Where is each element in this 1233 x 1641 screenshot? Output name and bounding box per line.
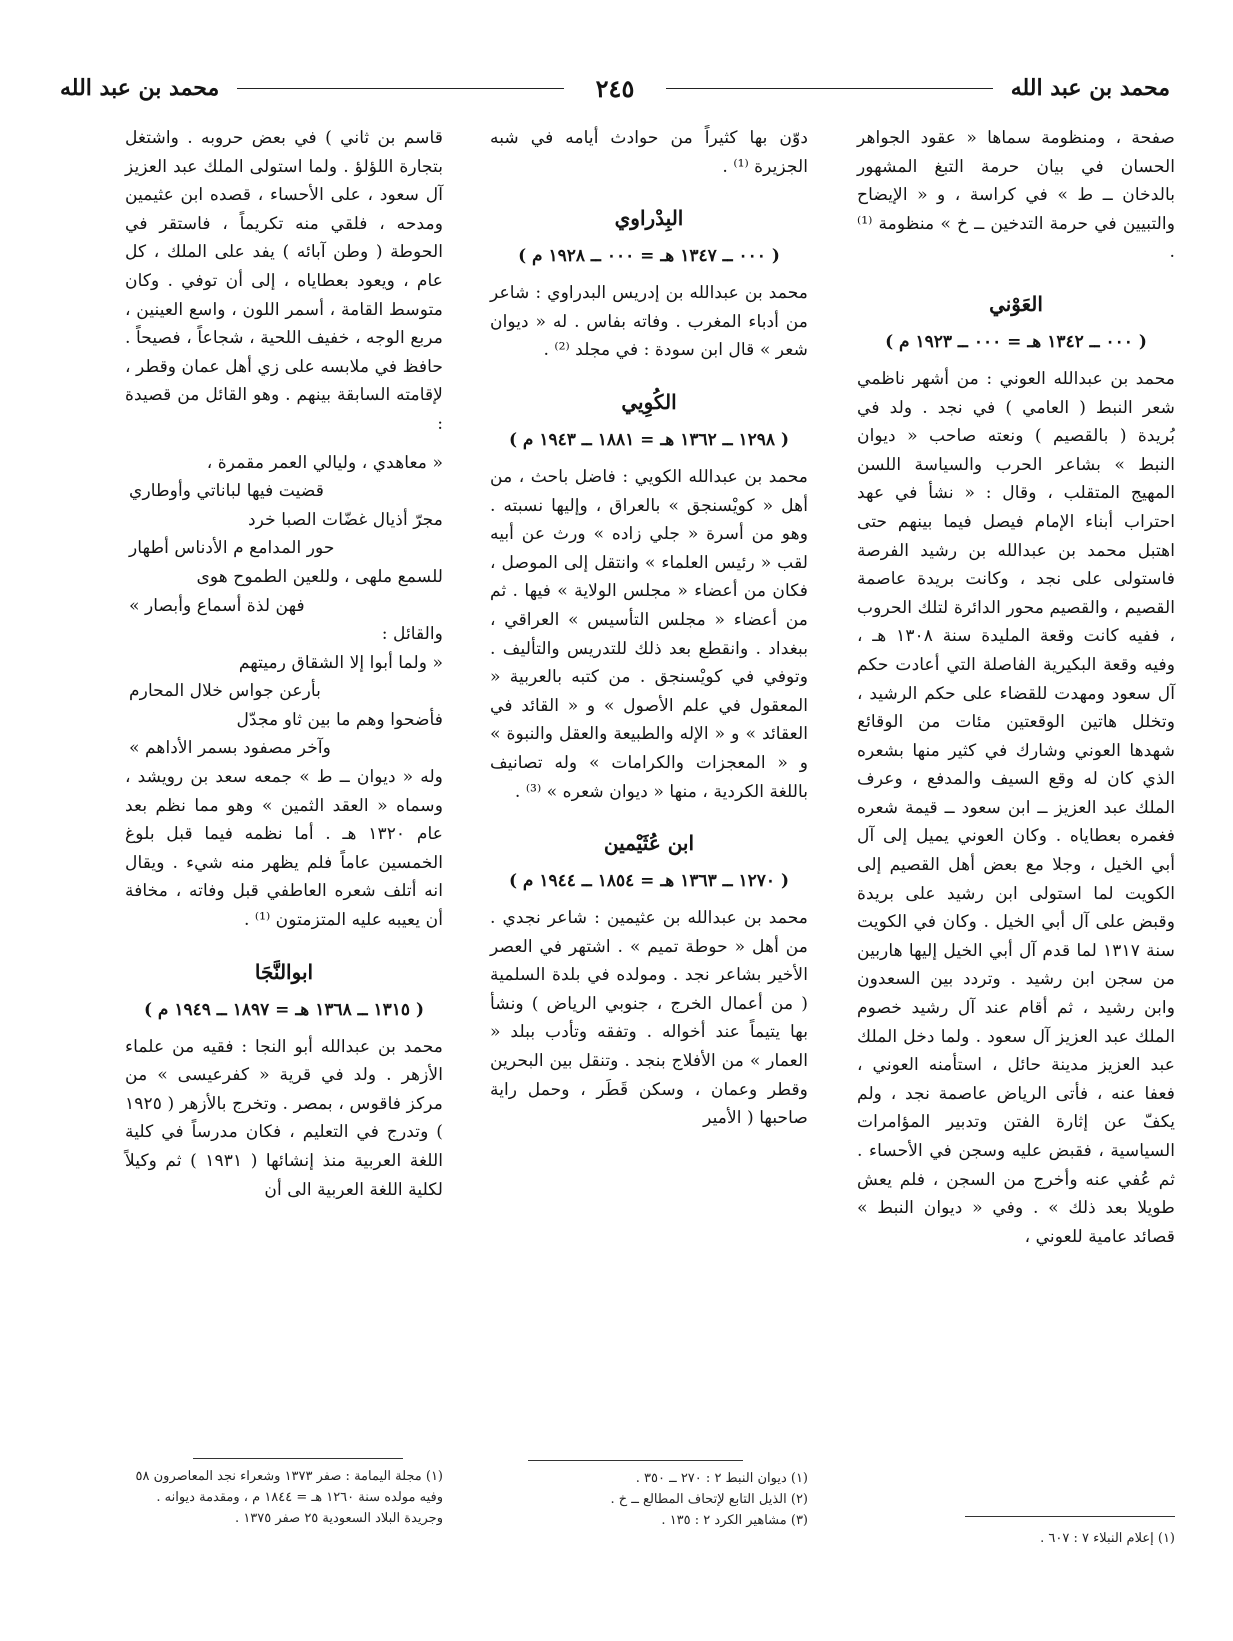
- header-rule: [666, 88, 992, 89]
- entry-dates: ( ٠٠٠ ــ ١٣٤٢ هـ = ٠٠٠ ــ ١٩٢٣ م ): [885, 331, 1147, 352]
- biography-entry: [125, 957, 443, 1205]
- entry-body: محمد بن عبدالله أبو النجا : فقيه من علماء الأزهر . ولد في قرية « كفرعيسى » من مركز فاقوس ، بمصر . وتخرج بالأزهر ( ١٩٢٥ ) وتدرج في التعليم ، فكان مدرساً في كلية اللغة العربية منذ إنشائها ( ١٩٣١ ) ثم وكيلاً لكلية اللغة العربية الى أن: [125, 1036, 443, 1200]
- footnotes: [123, 1466, 443, 1529]
- footnote: (١) إعلام النبلاء ٧ : ٦٠٧ .: [1040, 1531, 1175, 1546]
- verse-line: مجرّ أذيال غضّات الصبا خرد: [248, 509, 443, 530]
- verse-line: بأرعن جواس خلال المحارم: [129, 681, 321, 702]
- footnote: (١) ديوان النبط ٢ : ٢٧٠ ــ ٣٥٠ .: [635, 1471, 808, 1486]
- footnote-rule: [965, 1516, 1175, 1517]
- footnote: وفيه مولده سنة ١٢٦٠ هـ = ١٨٤٤ م ، ومقدمة ديوانه .: [156, 1490, 443, 1505]
- header-title-right: محمد بن عبد الله: [1010, 75, 1170, 101]
- entry-body: محمد بن عبدالله بن إدريس البدراوي : شاعر من أدباء المغرب . وفاته بفاس . له « ديوان شعر » قال ابن سودة : في مجلد ⁽²⁾ .: [490, 283, 808, 361]
- verse-line: فأضحوا وهم ما بين ثاو مجدّل: [236, 709, 443, 730]
- column-right: [857, 124, 1175, 1261]
- footnotes: [490, 1468, 808, 1531]
- entry-name: ابوالنَّجَا: [254, 959, 314, 984]
- paragraph: صفحة ، ومنظومة سماها « عقود الجواهر الحسان في بيان حرمة التبغ المشهور بالدخان ــ ط » في كراسة ، و « الإيضاح والتبيين في حرمة التدخين ــ خ » منظومة ⁽¹⁾ .: [857, 128, 1175, 263]
- footnote-rule: [528, 1460, 743, 1461]
- paragraph: وله « ديوان ــ ط » جمعه سعد بن رويشد ، وسماه « العقد الثمين » وهو مما نظم بعد عام ١٣٢٠ هـ . أما نظمه فيما قبل بلوغ الخمسين عاماً فلم يظهر منه شيء . ويقال انه أتلف شعره العاطفي قبل وفاته ، مخافة أن يعيبه عليه المتزمتون ⁽¹⁾ .: [125, 767, 443, 931]
- verse-line: وآخر مصفود بسمر الأداهم »: [129, 738, 331, 759]
- biography-entry: [490, 387, 808, 806]
- verse-line: « ولما أبوا إلا الشقاق رميتهم: [238, 652, 443, 673]
- paragraph: قاسم بن ثاني ) في بعض حروبه . واشتغل بتجارة اللؤلؤ . ولما استولى الملك عبد العزيز آل سعود ، على الأحساء ، قصده ابن عثيمين ومدحه ، فلقي منه تكريماً ، فاستقر في الحوطة ( وطن آبائه ) يفد على الملك ، كل عام ، ويعود بعطاياه ، إلى أن توفي . وكان متوسط القامة ، أسمر اللون ، واسع العينين ، مربع الوجه ، خفيف اللحية ، شجاعاً ، فصيحاً . حافظ في ملابسه على زي أهل عمان وقطر ، لإقامته السابقة بينهم . وهو القائل من قصيدة :: [124, 128, 443, 434]
- paragraph: دوّن بها كثيراً من حوادث أيامه في شبه الجزيرة ⁽¹⁾ .: [490, 128, 808, 177]
- verse-line: حور المدامع م الأدناس أطهار: [129, 538, 335, 559]
- footnote: (٢) الذيل التابع لإتحاف المطالع ــ خ .: [610, 1492, 808, 1507]
- entry-body: محمد بن عبدالله الكويي : فاضل باحث ، من أهل « كويْسنجق » بالعراق ، وإليها نسبته . وهو من أسرة « جلي زاده » ورث عن أبيه لقب « رئيس العلماء » وانتقل إلى الموصل ، فكان من أعضاء « مجلس الولاية » فيها . ثم من أعضاء « مجلس التأسيس » العراقي ، ببغداد . وانقطع بعد ذلك للتدريس والتأليف . وتوفي في كويْسنجق . من كتبه بالعربية « المعقول في علم الأصول » و « القائد في العقائد » و « الإله والطبيعة والعقل والنبوة » و « المعجزات والكرامات » وله تصانيف باللغة الكردية ، منها « ديوان شعره » ⁽³⁾ .: [490, 466, 808, 802]
- poem: [125, 649, 443, 763]
- entry-name: البِدْراوي: [614, 206, 684, 231]
- entry-dates: ( ١٢٧٠ ــ ١٣٦٣ هـ = ١٨٥٤ ــ ١٩٤٤ م ): [508, 871, 790, 892]
- page-number: ٢٤٥: [582, 74, 649, 103]
- entry-body: محمد بن عبدالله العوني : من أشهر ناظمي شعر النبط ( العامي ) في نجد . ولد في بُريدة ( بالقصيم ) ونعته صاحب « ديوان النبط » بشاعر الحرب والسياسة اللسن المهيج المتقلب ، وقال : « نشأ في عهد احتراب أبناء الإمام فيصل فيما بينهم حتى اهتبل محمد بن عبدالله بن رشيد الفرصة فاستولى على نجد ، وكانت بريدة عاصمة القصيم ، والقصيم محور الدائرة لتلك الحروب ، ففيه كانت وقعة المليدة سنة ١٣٠٨ هـ ، وفيه وقعة البكيرية الفاصلة التي أعادت حكم آل سعود ومهدت للقضاء على حكم الرشيد ، وتخلل هاتين الوقعتين مئات من الوقائع شهدها العوني وشارك في كثير منها بشعره الذي كان له وقع السيف والمدفع ، وعرف الملك عبد العزيز ــ ابن سعود ــ قيمة شعره فغمره بعطاياه . وكان العوني يميل إلى آل أبي الخيل ، وجلا مع بعض أهل القصيم إلى الكويت لما استولى ابن رشيد على بريدة وقبض على آل أبي الخيل . وكان في الكويت سنة ١٣١٧ لما قدم آل أبي الخيل إليها هاربين من سجن ابن رشيد . وتردد بين السعدون وابن رشيد ، ثم أقام عند آل رشيد خصوم الملك عبد العزيز آل سعود . ولما دخل الملك عبد العزيز مدينة حائل ، استأمنه العوني ، فعفا عنه ، فأتى الرياض عاصمة نجد ، ولم يكفّ عن إثارة الفتن وتدبير المؤامرات السياسية ، فقبض عليه وسجن في الأحساء . ثم عُفي عنه وأخرج من السجن ، فلم يعش طويلا بعد ذلك » . وفي « ديوان النبط » قصائد عامية للعوني ،: [857, 368, 1175, 1247]
- footnote-rule: [193, 1458, 403, 1459]
- entry-dates: ( ٠٠٠ ــ ١٣٤٧ هـ = ٠٠٠ ــ ١٩٢٨ م ): [518, 246, 780, 267]
- entry-name: ابن عُثَيْمين: [603, 831, 695, 856]
- footnote: (٣) مشاهير الكرد ٢ : ١٣٥ .: [661, 1513, 808, 1528]
- poem: [125, 449, 443, 621]
- column-left: [125, 124, 443, 1214]
- paragraph: والقائل :: [381, 624, 443, 645]
- entry-body: محمد بن عبدالله بن عثيمين : شاعر نجدي . من أهل « حوطة تميم » . اشتهر في العصر الأخير بشاعر نجد . ومولده في بلدة السلمية ( من أعمال الخرج ، جنوبي الرياض ) ونشأ بها يتيماً عند أخواله . وتفقه وتأدب ببلد « العمار » من الأفلاج بنجد . وتنقل بين البحرين وقطر وعمان ، وسكن قَطَر ، وحمل راية صاحبها ( الأمير: [490, 908, 808, 1129]
- biography-entry: [857, 289, 1175, 1251]
- biography-entry: [490, 828, 808, 1133]
- column-middle: [490, 124, 808, 1143]
- verse-line: فهن لذة أسماع وأبصار »: [129, 595, 305, 616]
- footnotes: [857, 1528, 1175, 1549]
- header-rule: [237, 88, 563, 89]
- footnote: (١) مجلة اليمامة : صفر ١٣٧٣ وشعراء نجد المعاصرون ٥٨: [135, 1469, 443, 1484]
- footnote: وجريدة البلاد السعودية ٢٥ صفر ١٣٧٥ .: [235, 1511, 443, 1526]
- entry-dates: ( ١٣١٥ ــ ١٣٦٨ هـ = ١٨٩٧ ــ ١٩٤٩ م ): [143, 999, 425, 1020]
- header-title-left: محمد بن عبد الله: [59, 75, 220, 101]
- verse-line: للسمع ملهى ، وللعين الطموح هوى: [196, 566, 443, 587]
- entry-dates: ( ١٢٩٨ ــ ١٣٦٢ هـ = ١٨٨١ ــ ١٩٤٣ م ): [508, 429, 790, 450]
- biography-entry: [490, 203, 808, 365]
- verse-line: « معاهدي ، وليالي العمر مقمرة ،: [206, 452, 443, 473]
- entry-name: العَوْني: [989, 291, 1043, 316]
- verse-line: قضيت فيها لباناتي وأوطاري: [129, 481, 324, 502]
- entry-name: الكُوِيي: [621, 389, 677, 414]
- running-header: [60, 70, 1170, 106]
